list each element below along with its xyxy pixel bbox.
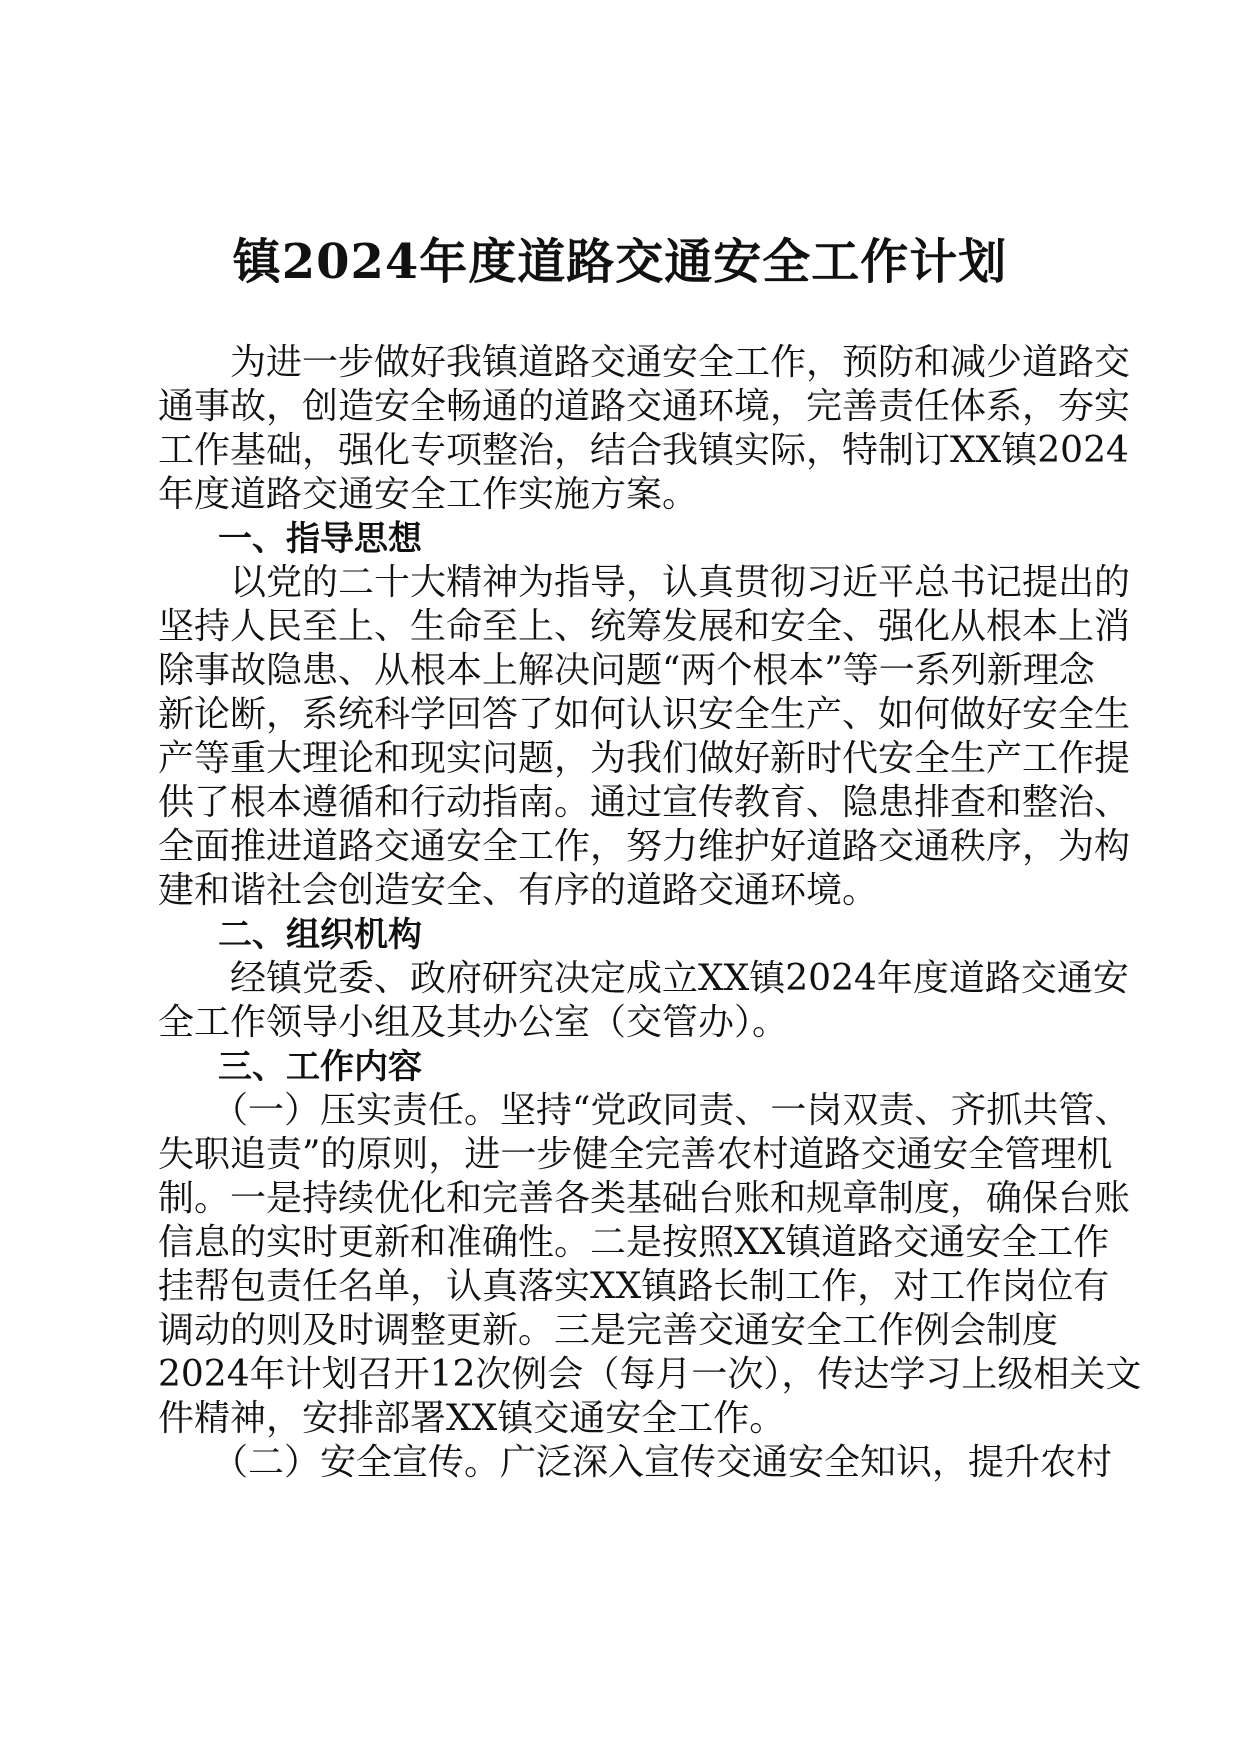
paragraph-line: （一）压实责任。坚持“党政同责、一岗双责、齐抓共管、: [212, 1090, 1131, 1131]
paragraph-line: 产等重大理论和现实问题，为我们做好新时代安全生产工作提: [158, 738, 1131, 779]
paragraph-line: 全面推进道路交通安全工作，努力维护好道路交通秩序，为构: [158, 826, 1131, 867]
paragraph-line: （二）安全宣传。广泛深入宣传交通安全知识，提升农村: [212, 1442, 1113, 1483]
paragraph-line: 坚持人民至上、生命至上、统筹发展和安全、强化从根本上消: [158, 606, 1131, 647]
paragraph-line: 2024年计划召开12次例会（每月一次），传达学习上级相关文: [158, 1354, 1142, 1395]
section-heading: 三、工作内容: [218, 1047, 422, 1087]
paragraph-line: 除事故隐患、从根本上解决问题“两个根本”等一系列新理念: [158, 650, 1095, 691]
paragraph-line: 信息的实时更新和准确性。二是按照XX镇道路交通安全工作: [158, 1222, 1110, 1263]
paragraph-line: 供了根本遵循和行动指南。通过宣传教育、隐患排查和整治、: [158, 782, 1131, 823]
paragraph-line: 挂帮包责任名单，认真落实XX镇路长制工作，对工作岗位有: [158, 1266, 1110, 1307]
paragraph-line: 新论断，系统科学回答了如何认识安全生产、如何做好安全生: [158, 694, 1131, 735]
paragraph-line: 失职追责”的原则，进一步健全完善农村道路交通安全管理机: [158, 1134, 1113, 1175]
paragraph-line: 件精神，安排部署XX镇交通安全工作。: [158, 1398, 786, 1439]
paragraph-line: 调动的则及时调整更新。三是完善交通安全工作例会制度: [158, 1310, 1059, 1351]
section-heading: 一、指导思想: [218, 519, 422, 559]
paragraph-line: 全工作领导小组及其办公室（交管办）。: [158, 1002, 789, 1043]
paragraph-line: 年度道路交通安全工作实施方案。: [158, 474, 699, 515]
paragraph-line: 建和谐社会创造安全、有序的道路交通环境。: [158, 870, 879, 911]
document-title: 镇2024年度道路交通安全工作计划: [232, 234, 1008, 290]
paragraph-line: 制。一是持续优化和完善各类基础台账和规章制度，确保台账: [158, 1178, 1131, 1219]
paragraph-line: 工作基础，强化专项整治，结合我镇实际，特制订XX镇2024: [158, 430, 1129, 471]
paragraph-line: 通事故，创造安全畅通的道路交通环境，完善责任体系，夯实: [158, 386, 1131, 427]
section-heading: 二、组织机构: [218, 915, 422, 955]
paragraph-line: 为进一步做好我镇道路交通安全工作，预防和减少道路交: [230, 342, 1131, 383]
paragraph-line: 经镇党委、政府研究决定成立XX镇2024年度道路交通安: [230, 958, 1129, 999]
paragraph-line: 以党的二十大精神为指导，认真贯彻习近平总书记提出的: [230, 562, 1131, 603]
